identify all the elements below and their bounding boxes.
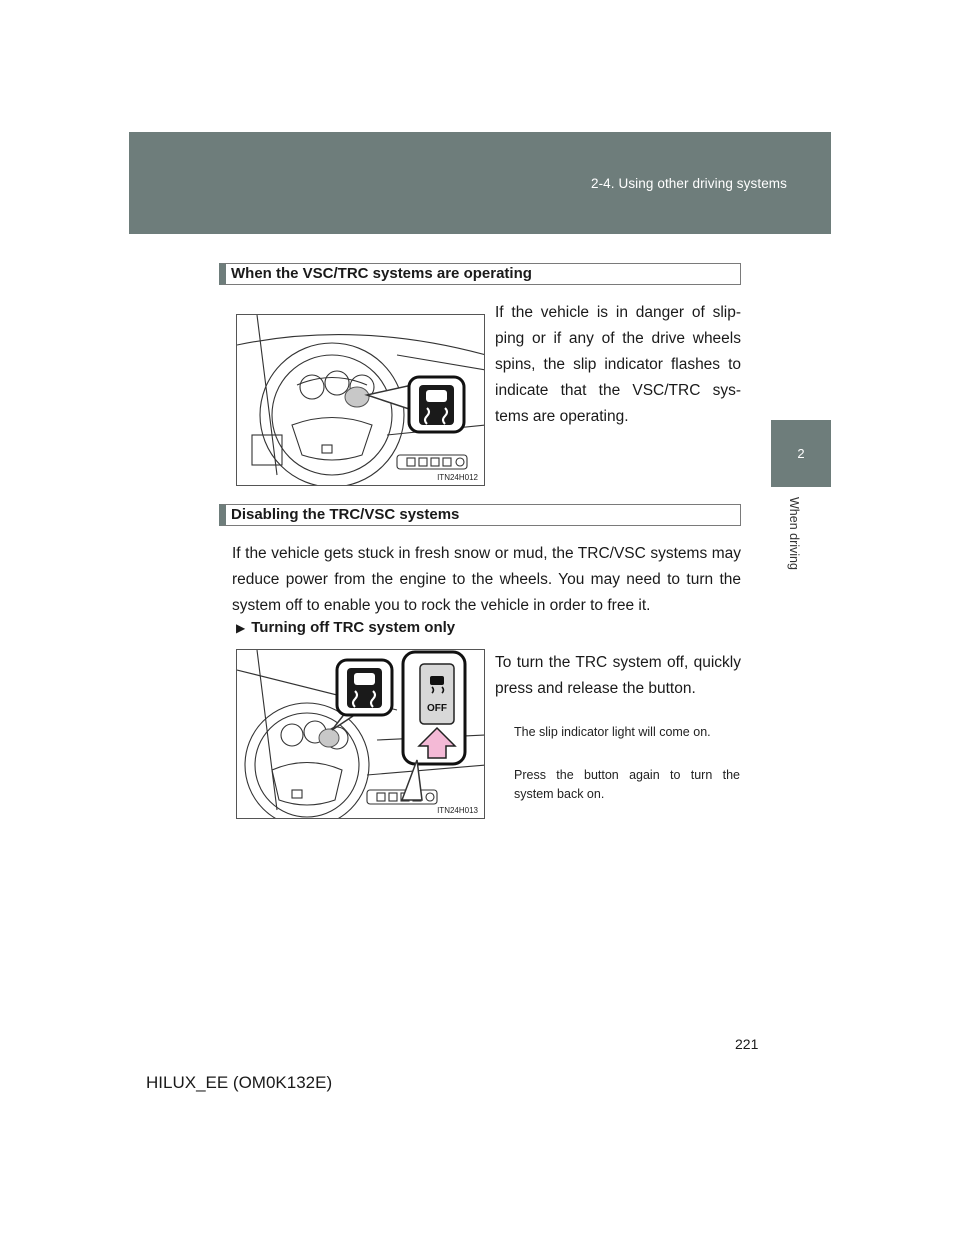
- figure-code: ITN24H012: [437, 473, 478, 482]
- triangle-bullet-icon: ▶: [236, 621, 246, 635]
- disabling-description: If the vehicle gets stuck in fresh snow or mud, the TRC/VSC systems may reduce power from the engine to the wheels. You may need to turn the system off to enable you to rock the vehicle in order to free it.: [232, 545, 741, 614]
- trc-off-instruction: To turn the TRC system off, quickly press and release the button.: [495, 654, 741, 697]
- note-turn-back-on: Press the button again to turn the system back on.: [514, 768, 740, 801]
- page-number: 221: [735, 1036, 759, 1052]
- trc-off-button: [420, 664, 454, 724]
- document-id: HILUX_EE (OM0K132E): [146, 1073, 333, 1092]
- slip-indicator-icon: [347, 668, 382, 708]
- bullet-heading-text: Turning off TRC system only: [251, 619, 456, 636]
- chapter-tab: [771, 420, 831, 487]
- figure-code: ITN24H013: [437, 806, 478, 815]
- bullet-heading: [236, 619, 455, 636]
- note-indicator-on: The slip indicator light will come on.: [514, 725, 711, 739]
- slip-indicator-icon: [419, 385, 454, 425]
- chapter-side-label: [771, 497, 831, 587]
- operating-description: If the vehicle is in danger of slip-ping or if any of the drive wheels spins, the slip indicator flashes to indicate that the VSC/TRC sys-tems are operating.: [495, 304, 741, 425]
- chapter-label: When driving: [787, 497, 801, 570]
- figure-slip-indicator: [236, 314, 485, 486]
- chapter-number: 2: [797, 446, 805, 461]
- section-title: 2-4. Using other driving systems: [590, 176, 787, 191]
- section-heading-disabling: Disabling the TRC/VSC systems: [219, 504, 741, 526]
- section-heading-operating: When the VSC/TRC systems are operating: [219, 263, 741, 285]
- steering-wheel-illustration: [237, 315, 485, 486]
- dashboard-illustration: [237, 650, 485, 819]
- button-off-label: OFF: [427, 703, 447, 714]
- figure-trc-off-button: [236, 649, 485, 819]
- page-header: [129, 132, 831, 234]
